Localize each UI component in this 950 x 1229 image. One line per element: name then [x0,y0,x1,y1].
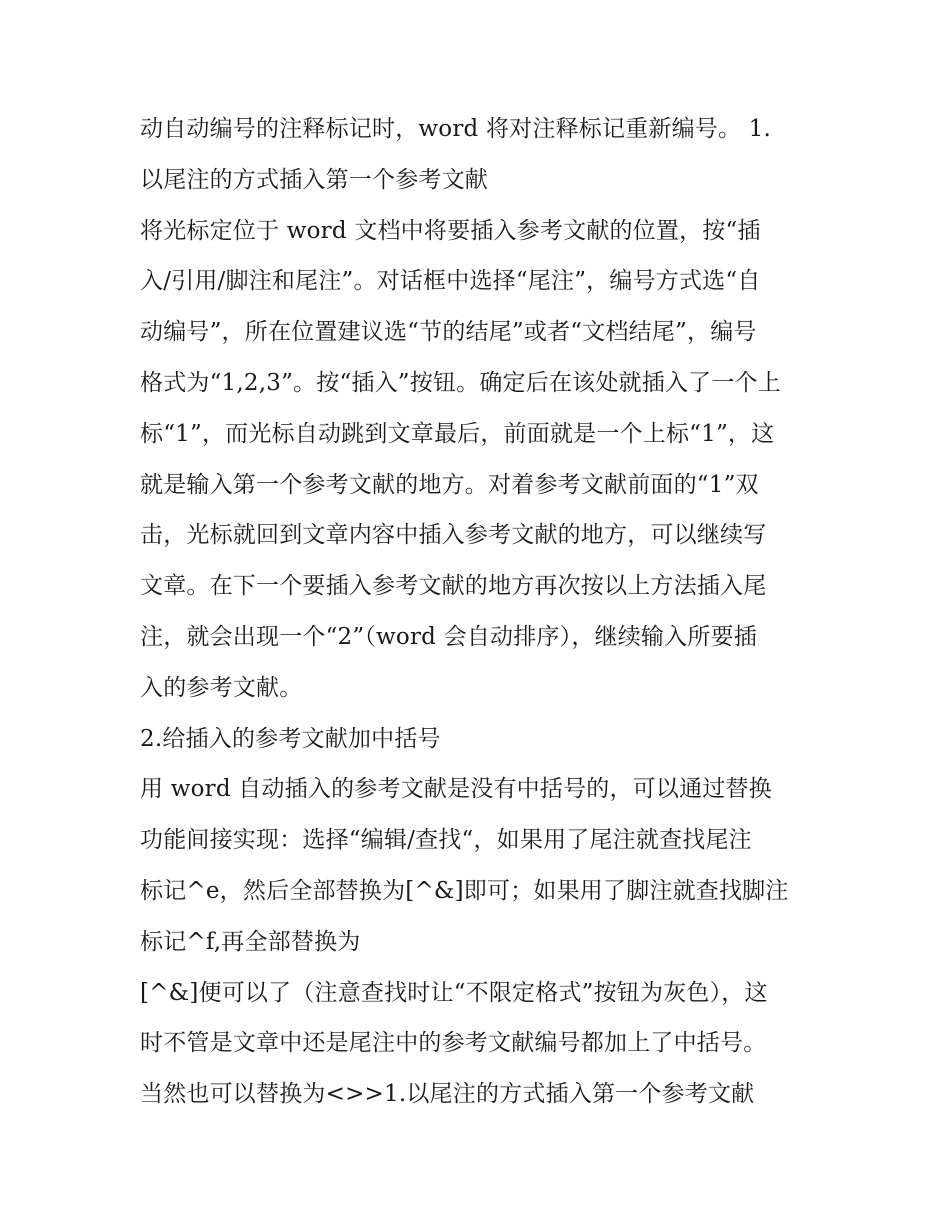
text-line: 动编号”，所在位置建议选“节的结尾”或者“文档结尾”，编号 [140,319,757,346]
text-line: 时不管是文章中还是尾注中的参考文献编号都加上了中括号。 [140,1030,767,1057]
text-line: 以尾注的方式插入第一个参考文献 [140,166,488,193]
text-line: 格式为“1,2,3”。按“插入”按钮。确定后在该处就插入了一个上 [140,369,781,396]
text-line: 入/引用/脚注和尾注”。对话框中选择“尾注”，编号方式选“自 [140,268,761,295]
section-heading: 2.给插入的参考文献加中括号 [140,725,441,752]
text-line: 入的参考文献。 [140,674,303,701]
document-body [140,104,820,1120]
text-line: 就是输入第一个参考文献的地方。对着参考文献前面的“1”双 [140,471,759,498]
text-line: 功能间接实现：选择“编辑/查找“，如果用了尾注就查找尾注 [140,827,752,854]
text-line: 文章。在下一个要插入参考文献的地方再次按以上方法插入尾 [140,573,767,600]
text-line: 标记^f,再全部替换为 [140,928,361,955]
text-line: 标“1”，而光标自动跳到文章最后，前面就是一个上标“1”，这 [140,420,775,447]
text-line: 标记^e，然后全部替换为[^&]即可；如果用了脚注就查找脚注 [140,877,789,904]
text-line: [^&]便可以了（注意查找时让“不限定格式”按钮为灰色），这 [140,979,768,1006]
text-line: 击，光标就回到文章内容中插入参考文献的地方，可以继续写 [140,522,767,549]
text-line: 将光标定位于 word 文档中将要插入参考文献的位置，按“插 [140,217,761,244]
text-line: 动自动编号的注释标记时，word 将对注释标记重新编号。 1. [140,116,772,142]
text-line: 用 word 自动插入的参考文献是没有中括号的，可以通过替换 [140,776,772,803]
text-line: 注，就会出现一个“2”（word 会自动排序），继续输入所要插 [140,623,757,650]
text-line: 当然也可以替换为<>>1.以尾注的方式插入第一个参考文献 [140,1081,755,1108]
